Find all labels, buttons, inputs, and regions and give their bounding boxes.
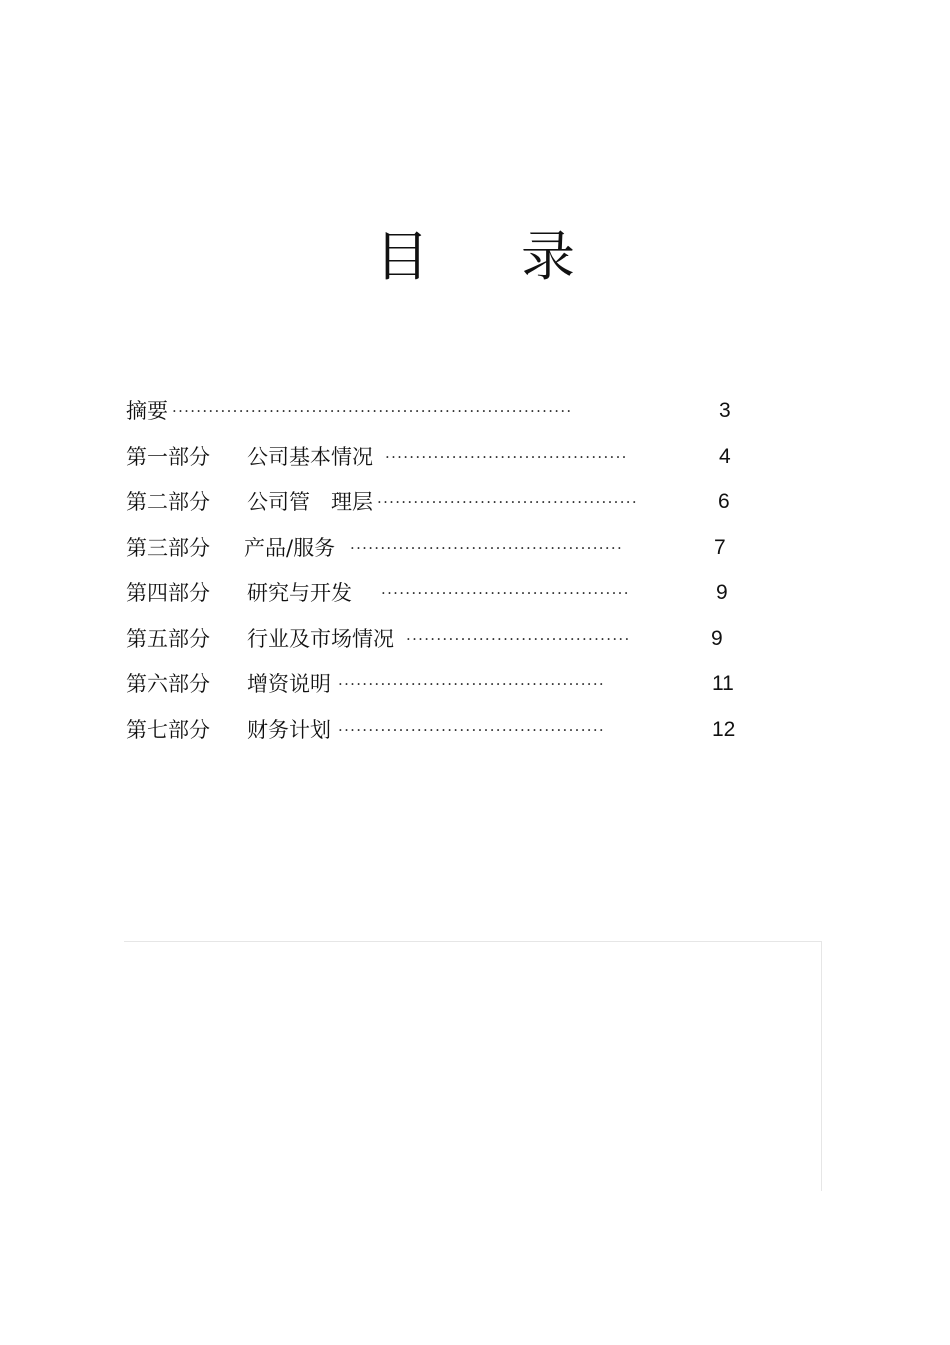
toc-entry-part-4[interactable] <box>126 578 746 608</box>
toc-section-title: 公司管 理层 <box>247 490 373 514</box>
toc-entry-part-3[interactable] <box>126 533 746 563</box>
toc-title <box>0 222 950 292</box>
toc-section-title: 行业及市场情况 <box>247 627 394 651</box>
page-frame-top-line <box>124 941 822 942</box>
toc-page-number: 12 <box>712 718 736 741</box>
toc-part-label: 第四部分 <box>126 581 210 605</box>
toc-page-number: 9 <box>711 627 723 650</box>
toc-entry-part-5[interactable] <box>126 624 746 654</box>
toc-page-number: 4 <box>719 445 731 468</box>
toc-leader-dots: ············································ <box>338 675 605 693</box>
toc-leader-dots: ··········································· <box>377 493 638 511</box>
toc-section-title: 财务计划 <box>247 718 331 742</box>
toc-leader-dots: ········································ <box>385 448 628 466</box>
toc-part-label: 第六部分 <box>126 672 210 696</box>
toc-part-label: 第一部分 <box>126 445 210 469</box>
toc-leader-dots: ············································ <box>338 721 605 739</box>
toc-section-title: 研究与开发 <box>247 581 352 605</box>
toc-section-title: 产品/服务 <box>244 536 336 560</box>
toc-section-title: 增资说明 <box>247 672 331 696</box>
toc-entry-summary[interactable] <box>126 396 746 426</box>
toc-section-title: 摘要 <box>126 399 168 423</box>
toc-leader-dots: ············································· <box>350 539 624 557</box>
toc-leader-dots: ·································································· <box>172 402 573 420</box>
toc-part-label: 第三部分 <box>126 536 210 560</box>
toc-page-number: 3 <box>719 399 731 422</box>
toc-page-number: 9 <box>716 581 728 604</box>
toc-title-char-2: 录 <box>521 225 575 288</box>
toc-entry-part-2[interactable] <box>126 487 746 517</box>
toc-page-number: 6 <box>718 490 730 513</box>
toc-leader-dots: ····································· <box>406 630 631 648</box>
page-frame-right-line <box>821 941 822 1191</box>
toc-part-label: 第五部分 <box>126 627 210 651</box>
toc-page-number: 11 <box>712 672 734 695</box>
toc-part-label: 第七部分 <box>126 718 210 742</box>
toc-entry-part-1[interactable] <box>126 442 746 472</box>
toc-entry-part-7[interactable] <box>126 715 746 745</box>
toc-section-title: 公司基本情况 <box>247 445 373 469</box>
toc-entry-part-6[interactable] <box>126 669 746 699</box>
toc-part-label: 第二部分 <box>126 490 210 514</box>
toc-page-number: 7 <box>714 536 726 559</box>
toc-leader-dots: ········································· <box>381 584 630 602</box>
toc-title-char-1: 目 <box>375 225 429 288</box>
